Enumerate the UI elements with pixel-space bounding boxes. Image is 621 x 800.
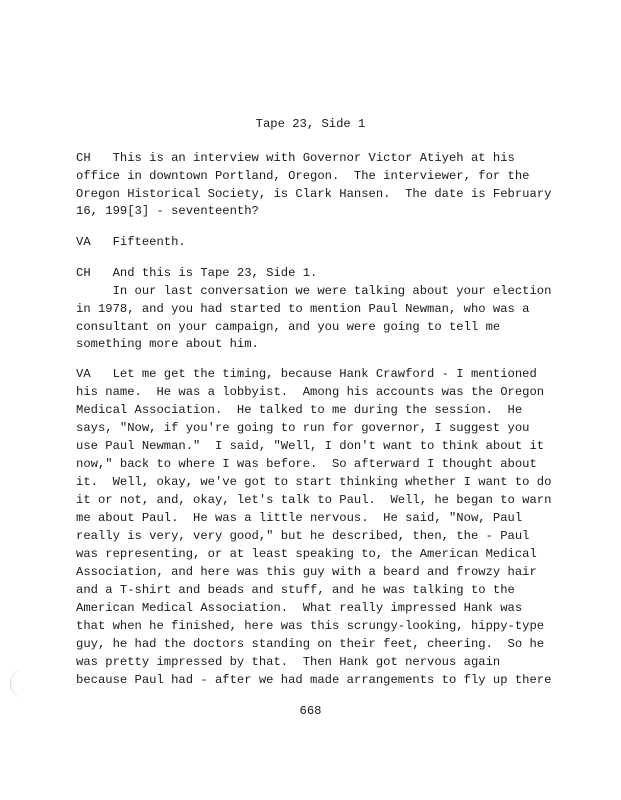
text-line: it or not, and, okay, let's talk to Paul. Well, he began to warn (76, 493, 552, 507)
text-line: VA Fifteenth. (76, 235, 186, 249)
page-number: 668 (299, 704, 322, 718)
text-line: CH And this is Tape 23, Side 1. (76, 266, 318, 280)
text-line: VA Let me get the timing, because Hank Crawford - I mentioned (76, 367, 537, 381)
text-line: office in downtown Portland, Oregon. The interviewer, for the (76, 169, 530, 183)
text-line: it. Well, okay, we've got to start thinking whether I want to do (76, 475, 552, 489)
text-line: CH This is an interview with Governor Victor Atiyeh at his (76, 151, 515, 165)
text-line: me about Paul. He was a little nervous. He said, "Now, Paul (76, 511, 523, 525)
text-line: Association, and here was this guy with a beard and frowzy hair (76, 565, 537, 579)
punch-hole-mark (10, 668, 41, 698)
text-line: use Paul Newman." I said, "Well, I don't want to think about it (76, 439, 545, 453)
text-line: was representing, or at least speaking to, the American Medical (76, 547, 537, 561)
text-line: In our last conversation we were talking about your election (76, 284, 552, 298)
text-line: Medical Association. He talked to me during the session. He (76, 403, 523, 417)
text-line: his name. He was a lobbyist. Among his accounts was the Oregon (76, 385, 545, 399)
text-line: really is very, very good," but he described, then, the - Paul (76, 529, 530, 543)
text-line: guy, he had the doctors standing on their feet, cheering. So he (76, 637, 545, 651)
text-line: something more about him. (76, 337, 259, 351)
text-line: in 1978, and you had started to mention Paul Newman, who was a (76, 302, 530, 316)
text-line: was pretty impressed by that. Then Hank got nervous again (76, 655, 501, 669)
text-line: says, "Now, if you're going to run for governor, I suggest you (76, 421, 530, 435)
text-line: Oregon Historical Society, is Clark Hansen. The date is February (76, 187, 552, 201)
tape-heading: Tape 23, Side 1 (255, 117, 366, 131)
text-line: 16, 199[3] - seventeenth? (76, 204, 259, 218)
text-line: that when he finished, here was this scrungy-looking, hippy-type (76, 619, 545, 633)
text-line: and a T-shirt and beads and stuff, and he was talking to the (76, 583, 515, 597)
text-line: American Medical Association. What really impressed Hank was (76, 601, 523, 615)
text-line: consultant on your campaign, and you were going to tell me (76, 320, 501, 334)
text-line: because Paul had - after we had made arrangements to fly up there (76, 673, 552, 687)
text-line: now," back to where I was before. So afterward I thought about (76, 457, 537, 471)
